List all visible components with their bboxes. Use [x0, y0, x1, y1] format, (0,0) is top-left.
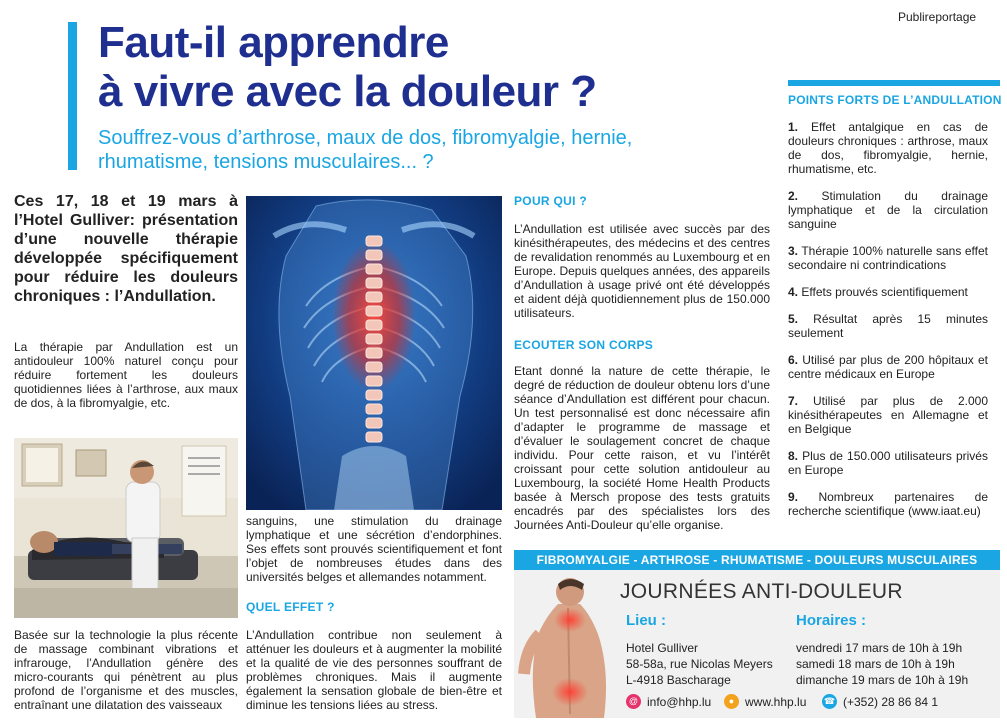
list-item: 4. Effets prouvés scientifiquement	[788, 285, 968, 299]
web-contact[interactable]	[724, 694, 806, 709]
title-line-2: à vivre avec la douleur ?	[98, 67, 597, 116]
spine-illustration	[246, 196, 502, 510]
quel-effet-paragraph: L’Andullation contribue non seulement à atténuer les douleurs et à augmenter la mobilité et la qualité de vie des personnes souffrant de problèmes chroniques. Mais il augmente également la sensation globale de bien-être et diminue les tensions liées au stress.	[246, 628, 502, 712]
quel-effet-heading: QUEL EFFET ?	[246, 600, 335, 614]
phone-number[interactable]: (+352) 28 86 84 1	[843, 694, 939, 709]
ecouter-paragraph: Etant donné la nature de cette thérapie, le degré de réduction de douleur obtenu lors d’une séance d’Andullation est différent pour chacun. Un test personnalisé est donc nécessaire afin d’adapter le programme de massage et d’évaluer le soulagement concret de chaque individu. Pour cette raison, et vu l’intérêt croissant pour cette solution antidouleur au Luxembourg, la société Home Health Products basée à Mersch propose des tests gratuits encadrés par des spécialistes lors des Journées Anti-Douleur qu’elle organise.	[514, 364, 770, 532]
pour-qui-paragraph: L’Andullation est utilisée avec succès par des kinésithérapeutes, des médecins et des centres de revalidation renommés au Luxembourg et en Europe. Depuis quelques années, des appareils d’Andullation à usage privé ont été développés et aident déjà quotidiennement plus de 150.000 utilisateurs.	[514, 222, 770, 320]
intro-paragraph: La thérapie par Andullation est un antidouleur 100% naturel conçu pour réduire fortement les douleurs quotidiennes liées à l’arthrose, aux maux de dos, à la fibromyalgie, etc.	[14, 340, 238, 410]
lead-paragraph: Ces 17, 18 et 19 mars à l’Hotel Gulliver: présentation d’une nouvelle thérapie développée spécifiquement pour réduire les douleurs chroniques : l’Andullation.	[14, 193, 238, 305]
event-title: JOURNÉES ANTI-DOULEUR	[620, 580, 903, 603]
list-item: 1. Effet antalgique en cas de douleurs chroniques : arthrose, maux de dos, fibromyalgie, hernie, rhumatisme, etc.	[788, 120, 988, 176]
list-item: 2. Stimulation du drainage lymphatique et de la circulation sanguine	[788, 189, 988, 231]
points-forts-bar	[788, 80, 1000, 86]
therapy-photo	[14, 438, 238, 618]
publireportage-tag: Publireportage	[898, 10, 977, 24]
list-item: 9. Nombreux partenaires de recherche scientifique (www.iaat.eu)	[788, 490, 988, 518]
globe-icon: ●	[724, 694, 739, 709]
horaire-line: vendredi 17 mars de 10h à 19h	[796, 641, 963, 655]
horaire-line: samedi 18 mars de 10h à 19h	[796, 657, 955, 671]
technology-paragraph: Basée sur la technologie la plus récente de massage combinant vibrations et infrarouge, l’Andullation génère des micro-courants qui pénètrent au plus profond de l’organisme et des muscles, entraînant une dilatation des vaisseaux	[14, 628, 238, 712]
effects-paragraph: sanguins, une stimulation du drainage lymphatique et une sécrétion d’endorphines. Ses effets sont prouvés scientifiquement et font l’objet de nombreuses études dans des universités belges et allemandes notamment.	[246, 514, 502, 584]
list-item: 6. Utilisé par plus de 200 hôpitaux et centre médicaux en Europe	[788, 353, 988, 381]
lieu-line: L-4918 Bascharage	[626, 673, 731, 687]
ecouter-heading: ECOUTER SON CORPS	[514, 338, 654, 352]
lieu-label: Lieu :	[626, 612, 666, 629]
subtitle: Souffrez-vous d’arthrose, maux de dos, fibromyalgie, hernie, rhumatisme, tensions musculaires... ?	[98, 127, 633, 173]
back-pain-figure	[518, 574, 614, 718]
lieu-line: 58-58a, rue Nicolas Meyers	[626, 657, 773, 671]
horaires-label: Horaires :	[796, 612, 867, 629]
horaire-line: dimanche 19 mars de 10h à 19h	[796, 673, 969, 687]
phone-icon: ☎	[822, 694, 837, 709]
list-item: 8. Plus de 150.000 utilisateurs privés en Europe	[788, 449, 988, 477]
email-contact[interactable]	[626, 694, 711, 709]
points-forts-title: POINTS FORTS DE L’ANDULLATION	[788, 93, 1002, 107]
list-item: 7. Utilisé par plus de 2.000 kinésithérapeutes en Allemagne et en Belgique	[788, 394, 988, 436]
list-item: 3. Thérapie 100% naturelle sans effet secondaire ni contrindications	[788, 244, 988, 272]
points-forts-list	[788, 120, 988, 531]
pour-qui-heading: POUR QUI ?	[514, 194, 588, 208]
web-link[interactable]: www.hhp.lu	[745, 694, 807, 709]
at-sign-icon: @	[626, 694, 641, 709]
phone-contact[interactable]	[822, 694, 938, 709]
title-accent-bar	[68, 22, 77, 170]
title-line-1: Faut-il apprendre	[98, 18, 449, 67]
lieu-line: Hotel Gulliver	[626, 641, 699, 655]
list-item: 5. Résultat après 15 minutes seulement	[788, 312, 989, 340]
page-title	[98, 18, 718, 116]
horaires-list	[796, 640, 968, 688]
conditions-banner: FIBROMYALGIE - ARTHROSE - RHUMATISME - DOULEURS MUSCULAIRES	[514, 550, 1000, 570]
lieu-address	[626, 640, 773, 688]
email-link[interactable]: info@hhp.lu	[647, 694, 712, 709]
